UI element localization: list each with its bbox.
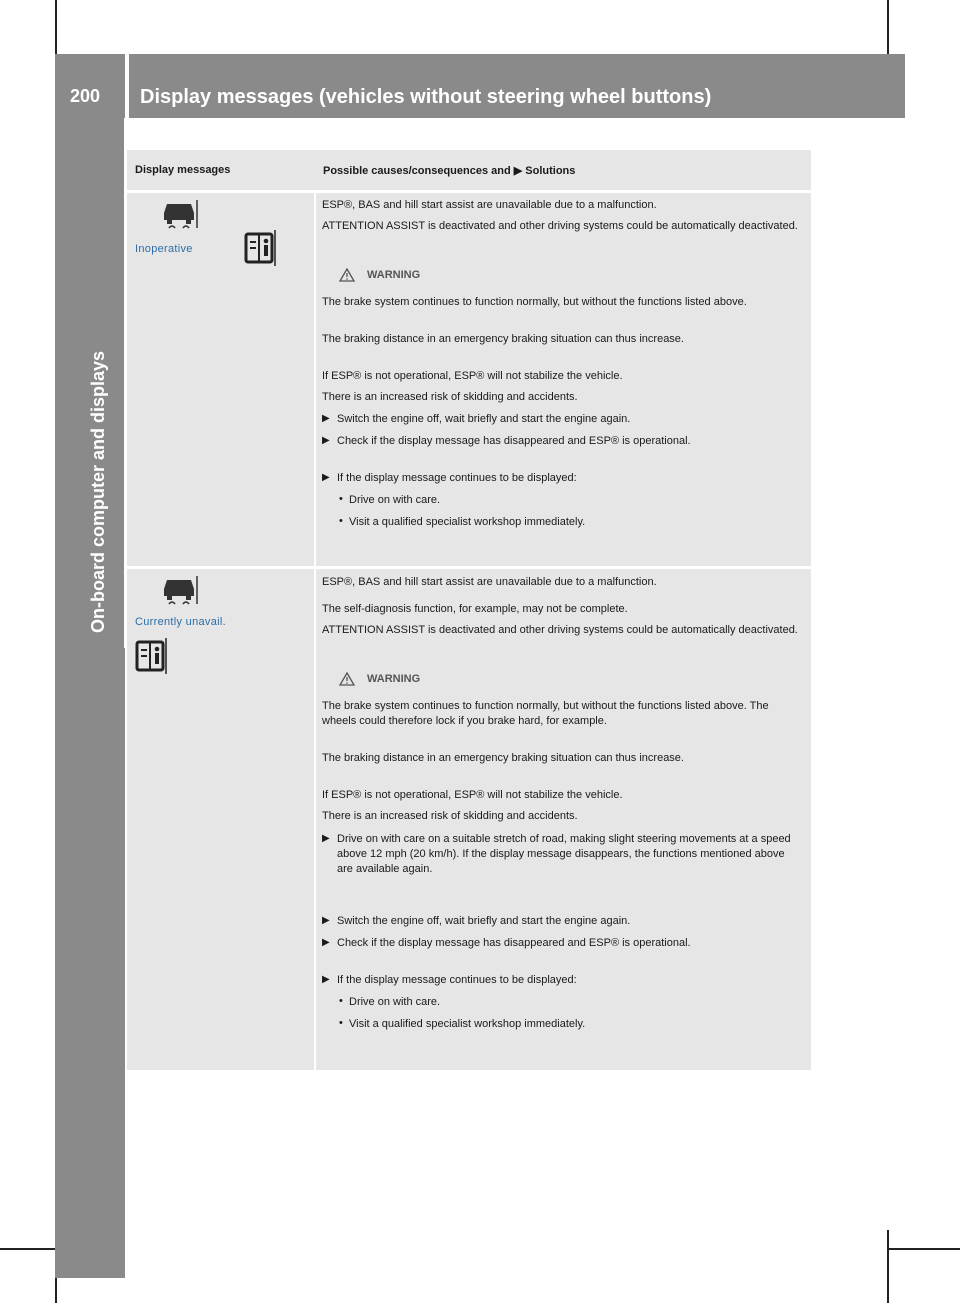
row-2-warning-text-1: The brake system continues to function normally, but without the functions listed above. The wheels could therefore lock if you brake hard, for example. <box>322 700 769 727</box>
row-2-warning-text-2: The braking distance in an emergency braking situation can thus increase. <box>322 752 684 764</box>
row-2-cause-3: ATTENTION ASSIST is deactivated and other driving systems could be automatically deactivated. <box>322 624 798 636</box>
side-tab-block <box>55 648 125 1278</box>
page-number: 200 <box>70 86 101 106</box>
row-2-warning <box>339 672 420 686</box>
row-2-cause-2: The self-diagnosis function, for example, may not be complete. <box>322 603 628 615</box>
column-header-messages: Display messages <box>135 164 231 176</box>
skid-car-icon <box>159 198 199 230</box>
row-2-cause-1: ESP®, BAS and hill start assist are unavailable due to a malfunction. <box>322 576 657 588</box>
row-1-warning-text-3: If ESP® is not operational, ESP® will not stabilize the vehicle. <box>322 370 623 382</box>
row-2-solution-1: Drive on with care on a suitable stretch of road, making slight steering movements at a speed above 12 mph (20 km/h). If the display message disappears, the functions mentioned above are available again. <box>337 833 791 875</box>
dot-bullet-icon: • <box>339 1017 343 1029</box>
row-1-sub-2: Visit a qualified specialist workshop immediately. <box>349 516 586 528</box>
display-text-inoperative: Inoperative <box>135 243 193 255</box>
triangle-bullet-icon: ▶ <box>322 413 330 424</box>
triangle-bullet-icon: ▶ <box>322 937 330 948</box>
row-2-solution-3: Check if the display message has disappeared and ESP® is operational. <box>337 937 691 949</box>
row-1-cause-2: ATTENTION ASSIST is deactivated and other driving systems could be automatically deactivated. <box>322 220 798 232</box>
header-separator <box>125 54 129 118</box>
side-tab-label: On-board computer and displays <box>88 350 108 633</box>
page-title: Display messages (vehicles without steering wheel buttons) <box>140 86 712 108</box>
warning-triangle-icon <box>339 672 355 686</box>
row-2-solution-2: Switch the engine off, wait briefly and start the engine again. <box>337 915 631 927</box>
service-book-icon <box>135 638 167 674</box>
triangle-bullet-icon: ▶ <box>322 915 330 926</box>
message-table <box>127 150 811 1070</box>
row-1-warning-label: WARNING <box>367 269 421 281</box>
row-2-solution-4: If the display message continues to be displayed: <box>337 974 577 986</box>
row-1-cause-1: ESP®, BAS and hill start assist are unavailable due to a malfunction. <box>322 199 657 211</box>
row-1-solution-3: If the display message continues to be displayed: <box>337 472 577 484</box>
row-1-sub-1: Drive on with care. <box>349 494 441 506</box>
row-1-warning-text-2: The braking distance in an emergency braking situation can thus increase. <box>322 333 684 345</box>
skid-car-icon <box>159 574 199 606</box>
row-2-sub-1: Drive on with care. <box>349 996 441 1008</box>
warning-triangle-icon <box>339 268 355 282</box>
triangle-bullet-icon: ▶ <box>322 435 330 446</box>
triangle-bullet-icon: ▶ <box>322 974 330 985</box>
row-1-solution-2: Check if the display message has disappeared and ESP® is operational. <box>337 435 691 447</box>
dot-bullet-icon: • <box>339 515 343 527</box>
row-1-solution-1: Switch the engine off, wait briefly and start the engine again. <box>337 413 631 425</box>
row-1-warning-text-1: The brake system continues to function normally, but without the functions listed above. <box>322 296 747 308</box>
crop-mark <box>887 1248 960 1250</box>
dot-bullet-icon: • <box>339 493 343 505</box>
dot-bullet-icon: • <box>339 995 343 1007</box>
row-1-warning-text-4: There is an increased risk of skidding and accidents. <box>322 391 578 403</box>
column-header-causes: Possible causes/consequences and ▶ Solutions <box>323 165 576 177</box>
row-1-warning <box>339 268 420 282</box>
triangle-bullet-icon: ▶ <box>322 472 330 483</box>
crop-mark <box>55 0 57 55</box>
display-text-currently-unavail: Currently unavail. <box>135 616 226 628</box>
row-2-warning-label: WARNING <box>367 673 421 685</box>
triangle-bullet-icon: ▶ <box>322 833 330 844</box>
row-2-warning-text-3: If ESP® is not operational, ESP® will not stabilize the vehicle. <box>322 789 623 801</box>
row-2-warning-text-4: There is an increased risk of skidding and accidents. <box>322 810 578 822</box>
row-2-sub-2: Visit a qualified specialist workshop immediately. <box>349 1018 586 1030</box>
service-book-icon <box>244 230 276 266</box>
crop-mark <box>887 1230 889 1303</box>
crop-mark <box>887 0 889 55</box>
side-tab-strip <box>55 118 72 648</box>
